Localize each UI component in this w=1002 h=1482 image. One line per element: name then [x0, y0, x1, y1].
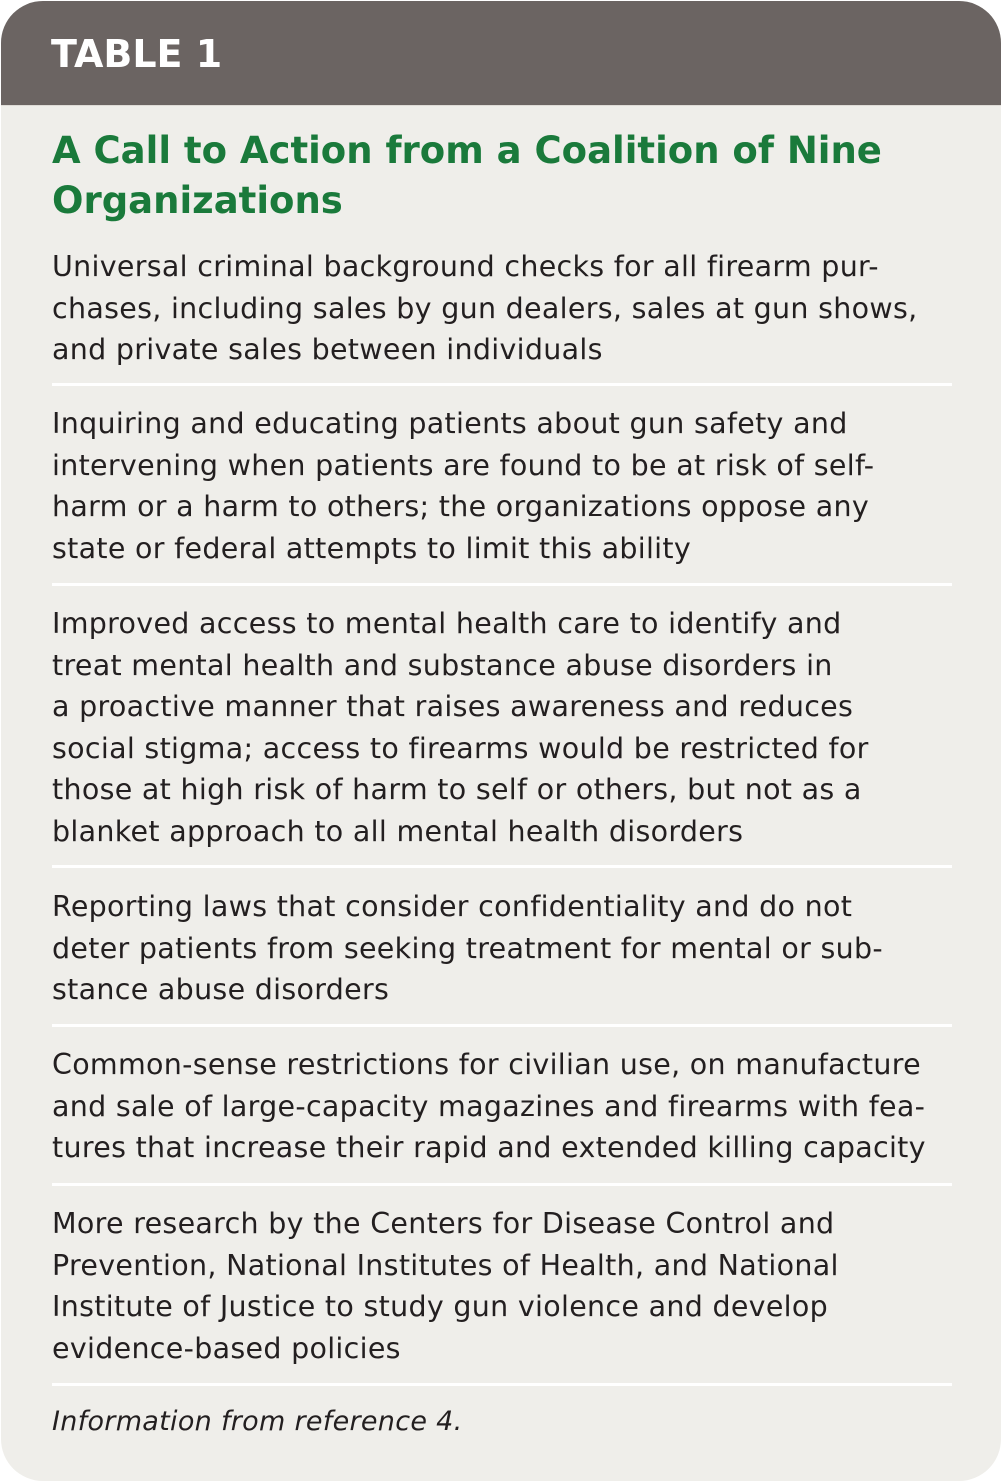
table-label: TABLE 1 — [51, 32, 223, 76]
table-row-text — [52, 246, 952, 371]
text-line: Institute of Justice to study gun violence and develop — [52, 1290, 829, 1324]
text-line: and private sales between individuals — [52, 333, 603, 367]
text-line: Improved access to mental health care to identify and — [52, 607, 842, 640]
table-card — [1, 1, 1001, 1481]
table-row — [52, 886, 952, 1011]
row-divider — [52, 583, 952, 586]
text-line: Reporting laws that consider confidentiality and do not — [52, 890, 853, 923]
text-line: deter patients from seeking treatment for mental or sub- — [52, 931, 883, 965]
table-row — [52, 403, 952, 569]
text-line: blanket approach to all mental health disorders — [52, 814, 744, 848]
row-divider — [52, 1024, 952, 1027]
text-line: Universal criminal background checks for all firearm pur- — [52, 250, 879, 283]
text-line: Common-sense restrictions for civilian use, on manufacture — [52, 1048, 921, 1081]
table-row-text — [52, 603, 952, 853]
text-line: chases, including sales by gun dealers, sales at gun shows, — [52, 291, 918, 325]
table-title-line: Organizations — [52, 179, 343, 222]
text-line: tures that increase their rapid and extended killing capacity — [52, 1131, 926, 1165]
table-row — [52, 1044, 952, 1169]
table-title-line: A Call to Action from a Coalition of Nine — [52, 129, 882, 172]
text-line: evidence-based policies — [52, 1331, 401, 1365]
text-line: Prevention, National Institutes of Health, and National — [52, 1248, 839, 1282]
table-footnote: Information from reference 4. — [52, 1406, 463, 1437]
table-row-text — [52, 886, 952, 1011]
table-row-text — [52, 1203, 952, 1369]
table-row — [52, 603, 952, 853]
text-line: state or federal attempts to limit this ability — [52, 531, 692, 565]
table-row — [52, 246, 952, 371]
text-line: harm or a harm to others; the organizations oppose any — [52, 490, 870, 524]
text-line: intervening when patients are found to be at risk of self- — [52, 448, 875, 482]
text-line: More research by the Centers for Disease Control and — [52, 1207, 835, 1240]
text-line: and sale of large-capacity magazines and firearms with fea- — [52, 1089, 926, 1123]
text-line: Inquiring and educating patients about gun safety and — [52, 407, 848, 440]
row-divider — [52, 1183, 952, 1186]
table-header-bar — [1, 1, 1001, 106]
table-row-text — [52, 1044, 952, 1169]
row-divider — [52, 1383, 952, 1386]
text-line: treat mental health and substance abuse disorders in — [52, 648, 833, 682]
text-line: stance abuse disorders — [52, 973, 390, 1007]
text-line: a proactive manner that raises awareness and reduces — [52, 690, 854, 724]
table-row — [52, 1203, 952, 1369]
row-divider — [52, 383, 952, 386]
text-line: social stigma; access to firearms would be restricted for — [52, 731, 869, 765]
row-divider — [52, 865, 952, 868]
table-row-text — [52, 403, 952, 569]
text-line: those at high risk of harm to self or others, but not as a — [52, 773, 862, 807]
table-title — [52, 126, 952, 226]
